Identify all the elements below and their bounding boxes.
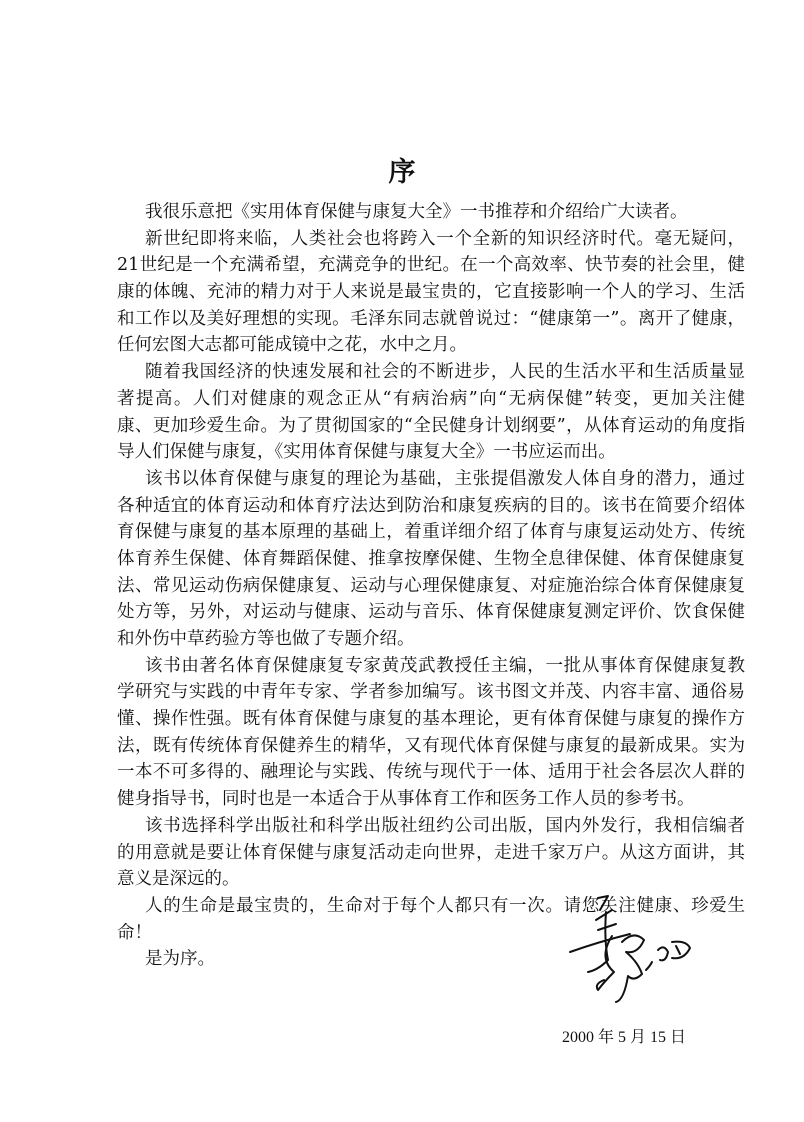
- paragraph-5-line: 该书由著名体育保健康复专家黄茂武教授任主编，一批从事体育保健康复教: [145, 655, 745, 676]
- paragraph-1-line: 我很乐意把《实用体育保健与康复大全》一书推荐和介绍给广大读者。: [145, 202, 688, 222]
- paragraph-3-line: 康、更加珍爱生命。为了贯彻国家的“全民健身计划纲要”，从体育运动的角度指: [117, 415, 745, 436]
- paragraph-7-line: 人的生命是最宝贵的，生命对于每个人都只有一次。请您关注健康、珍爱生: [145, 895, 745, 916]
- paragraph-4-line: 法、常见运动伤病保健康复、运动与心理保健康复、对症施治综合体育保健康复: [117, 575, 745, 596]
- paragraph-5-line: 懂、操作性强。既有体育保健与康复的基本理论，更有体育保健与康复的操作方: [117, 709, 745, 730]
- paragraph-2-line: 新世纪即将来临，人类社会也将跨入一个全新的知识经济时代。毫无疑问，: [145, 228, 745, 249]
- paragraph-6-line: 该书选择科学出版社和科学出版社纽约公司出版，国内外发行，我相信编者: [145, 815, 745, 836]
- paragraph-3-line: 随着我国经济的快速发展和社会的不断进步，人民的生活水平和生活质量显: [145, 362, 745, 383]
- paragraph-5-line: 学研究与实践的中青年专家、学者参加编写。该书图文并茂、内容丰富、通俗易: [117, 682, 745, 703]
- paragraph-2-line: 康的体魄、充沛的精力对于人来说是最宝贵的，它直接影响一个人的学习、生活: [117, 282, 745, 303]
- paragraph-5-line: 法，既有传统体育保健养生的精华，又有现代体育保健与康复的最新成果。实为: [117, 735, 745, 756]
- paragraph-6-line: 的用意就是要让体育保健与康复活动走向世界，走进千家万户。从这方面讲，其: [117, 842, 745, 863]
- paragraph-3-line: 导人们保健与康复，《实用体育保健与康复大全》一书应运而出。: [117, 442, 616, 463]
- page-title: 序: [388, 157, 416, 188]
- paragraph-5-line: 健身指导书，同时也是一本适合于从事体育工作和医务工作人员的参考书。: [117, 789, 695, 810]
- handwritten-signature: [568, 890, 698, 1005]
- paragraph-4-line: 和外伤中草药验方等也做了专题介绍。: [117, 629, 415, 649]
- paragraph-3-line: 著提高。人们对健康的观念正从“有病治病”向“无病保健”转变，更加关注健: [117, 388, 745, 409]
- paragraph-5-line: 一本不可多得的、融理论与实践、传统与现代于一体、适用于社会各层次人群的: [117, 762, 745, 783]
- paragraph-4-line: 该书以体育保健与康复的理论为基础，主张提倡激发人体自身的潜力，通过: [145, 468, 745, 489]
- paragraph-4-line: 育保健与康复的基本原理的基础上，着重详细介绍了体育与康复运动处方、传统: [117, 522, 745, 543]
- paragraph-2-line: 任何宏图大志都可能成镜中之花，水中之月。: [117, 335, 467, 356]
- paragraph-6-line: 意义是深远的。: [117, 869, 240, 890]
- paragraph-4-line: 处方等，另外，对运动与健康、运动与音乐、体育保健康复测定评价、饮食保健: [117, 602, 745, 623]
- paragraph-7-line: 命！: [117, 922, 152, 943]
- paragraph-8-line: 是为序。: [145, 949, 215, 970]
- signature-date: 2000 年 5 月 15 日: [562, 1029, 687, 1046]
- preface-body: [117, 199, 745, 973]
- paragraph-4-line: 各种适宜的体育运动和体育疗法达到防治和康复疾病的目的。该书在简要介绍体: [117, 495, 745, 516]
- paragraph-4-line: 体育养生保健、体育舞蹈保健、推拿按摩保健、生物全息律保健、体育保健康复: [117, 548, 745, 569]
- paragraph-2-line: 21世纪是一个充满希望，充满竞争的世纪。在一个高效率、快节奏的社会里，健: [117, 255, 745, 276]
- paragraph-2-line: 和工作以及美好理想的实现。毛泽东同志就曾说过：“健康第一”。离开了健康，: [117, 308, 745, 329]
